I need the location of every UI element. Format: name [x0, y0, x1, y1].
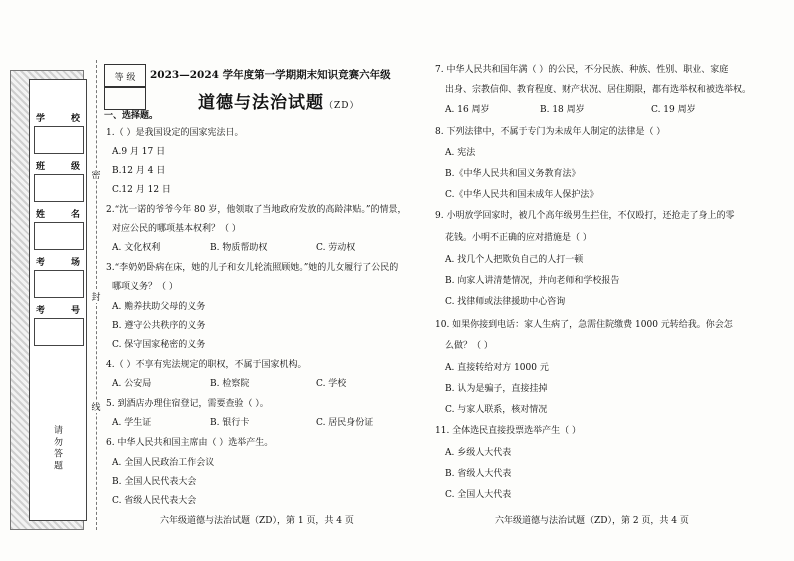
- q2-option-a[interactable]: A. 文化权利: [112, 243, 161, 253]
- q11-option-b[interactable]: B. 省级人大代表: [445, 469, 512, 479]
- q6-option-b[interactable]: B. 全国人民代表大会: [112, 477, 197, 487]
- question-2-cont: 对应公民的哪项基本权利？（ ）: [112, 224, 241, 234]
- question-1: 1.（ ）是我国设定的国家宪法日。: [106, 128, 244, 138]
- q11-option-c[interactable]: C. 全国人大代表: [445, 490, 512, 500]
- exam-number-label: [30, 300, 86, 318]
- footer-page-2: 六年级道德与法治试题（ZD），第 2 页，共 4 页: [495, 516, 689, 526]
- school-input-box[interactable]: [34, 126, 84, 154]
- student-info-panel: [29, 79, 87, 521]
- grade-score-box[interactable]: [104, 86, 146, 110]
- q10-option-a[interactable]: A. 直接转给对方 1000 元: [445, 363, 549, 373]
- q9-option-c[interactable]: C. 找律师或法律援助中心咨询: [445, 297, 566, 307]
- q8-option-a[interactable]: A. 宪法: [445, 148, 476, 158]
- grade-label-box: 等 级: [104, 64, 146, 88]
- school-label-char-1: 学: [36, 113, 46, 124]
- q5-option-c[interactable]: C. 居民身份证: [316, 418, 374, 428]
- q3-option-b[interactable]: B. 遵守公共秩序的义务: [112, 321, 206, 331]
- exam-number-input-box[interactable]: [34, 318, 84, 346]
- question-9: 9. 小明放学回家时，被几个高年级男生拦住，不仅殴打，还抢走了身上的零: [435, 211, 735, 221]
- exam-room-input-box[interactable]: [34, 270, 84, 298]
- exam-title-text: 道德与法治试题: [198, 93, 324, 113]
- no-answer-note: 请 勿 答 题: [52, 425, 62, 470]
- q4-option-b[interactable]: B. 检察院: [210, 379, 250, 389]
- q7-option-c[interactable]: C. 19 周岁: [651, 105, 696, 115]
- question-11: 11. 全体选民直接投票选举产生（ ）: [435, 426, 582, 436]
- q2-option-b[interactable]: B. 物质帮助权: [210, 243, 268, 253]
- q1-option-b[interactable]: B.12 月 4 日: [112, 166, 166, 176]
- name-label-char-2: 名: [70, 209, 80, 220]
- class-label-char-1: 班: [36, 161, 46, 172]
- seal-char-feng: 封: [90, 290, 102, 303]
- question-7: 7. 中华人民共和国年满（ ）的公民，不分民族、种族、性别、职业、家庭: [435, 65, 729, 75]
- q10-option-b[interactable]: B. 认为是骗子，直接挂掉: [445, 384, 548, 394]
- exam-number-label-char-2: 号: [70, 305, 80, 316]
- q1-option-c[interactable]: C.12 月 12 日: [112, 185, 171, 195]
- seal-char-mi: 密: [90, 168, 102, 181]
- name-input-box[interactable]: [34, 222, 84, 250]
- question-8: 8. 下列法律中，不属于专门为未成年人制定的法律是（ ）: [435, 127, 666, 137]
- q3-option-c[interactable]: C. 保守国家秘密的义务: [112, 340, 206, 350]
- section-heading: 一、选择题。: [104, 111, 159, 121]
- question-3-cont: 哪项义务？（ ）: [112, 282, 178, 292]
- exam-room-label: [30, 252, 86, 270]
- question-2: 2.“沈一诺的爷爷今年 80 岁，他领取了当地政府发放的高龄津贴。”的情景，: [106, 205, 407, 215]
- question-3: 3.“李奶奶卧病在床，她的儿子和女儿轮流照顾她。”她的儿女履行了公民的: [106, 263, 399, 273]
- seal-char-xian: 线: [90, 400, 102, 413]
- exam-room-label-char-2: 场: [70, 257, 80, 268]
- question-6: 6. 中华人民共和国主席由（ ）选举产生。: [106, 438, 274, 448]
- q7-option-b[interactable]: B. 18 周岁: [540, 105, 585, 115]
- question-4: 4.（ ）不享有宪法规定的职权，不属于国家机构。: [106, 360, 307, 370]
- class-label-char-2: 级: [70, 161, 80, 172]
- q7-option-a[interactable]: A. 16 周岁: [445, 105, 490, 115]
- q10-option-c[interactable]: C. 与家人联系，核对情况: [445, 405, 548, 415]
- question-10: 10. 如果你接到电话：家人生病了，急需住院缴费 1000 元转给我。你会怎: [435, 320, 733, 330]
- question-10-cont: 么做？（ ）: [445, 341, 493, 351]
- question-7-cont: 出身、宗教信仰、教育程度、财产状况、居住期限，都有选举权和被选举权。: [445, 85, 752, 95]
- class-label: [30, 156, 86, 174]
- exam-code: （ZD）: [324, 101, 360, 111]
- q11-option-a[interactable]: A. 乡级人大代表: [445, 448, 512, 458]
- q5-option-a[interactable]: A. 学生证: [112, 418, 152, 428]
- q4-option-c[interactable]: C. 学校: [316, 379, 347, 389]
- q8-option-b[interactable]: B.《中华人民共和国义务教育法》: [445, 169, 581, 179]
- q9-option-b[interactable]: B. 向家人讲清楚情况，并向老师和学校报告: [445, 276, 620, 286]
- exam-year-line: 2023—2024 学年度第一学期期末知识竞赛六年级: [150, 69, 391, 81]
- name-label: [30, 204, 86, 222]
- question-5: 5. 到酒店办理住宿登记，需要查验（ ）。: [106, 399, 269, 409]
- exam-title: [198, 88, 359, 113]
- q9-option-a[interactable]: A. 找几个人把欺负自己的人打一顿: [445, 255, 584, 265]
- exam-room-label-char-1: 考: [36, 257, 46, 268]
- footer-page-1: 六年级道德与法治试题（ZD），第 1 页，共 4 页: [160, 516, 354, 526]
- question-9-cont: 花钱。小明不正确的应对措施是（ ）: [445, 233, 592, 243]
- q8-option-c[interactable]: C.《中华人民共和国未成年人保护法》: [445, 190, 599, 200]
- q6-option-c[interactable]: C. 省级人民代表大会: [112, 496, 197, 506]
- school-label: [30, 108, 86, 126]
- class-input-box[interactable]: [34, 174, 84, 202]
- q1-option-a[interactable]: A.9 月 17 日: [112, 147, 166, 157]
- school-label-char-2: 校: [70, 113, 80, 124]
- name-label-char-1: 姓: [36, 209, 46, 220]
- q5-option-b[interactable]: B. 银行卡: [210, 418, 250, 428]
- q4-option-a[interactable]: A. 公安局: [112, 379, 152, 389]
- q6-option-a[interactable]: A. 全国人民政治工作会议: [112, 458, 215, 468]
- q3-option-a[interactable]: A. 赡养扶助父母的义务: [112, 302, 206, 312]
- binding-strip: [10, 70, 84, 530]
- exam-number-label-char-1: 考: [36, 305, 46, 316]
- q2-option-c[interactable]: C. 劳动权: [316, 243, 356, 253]
